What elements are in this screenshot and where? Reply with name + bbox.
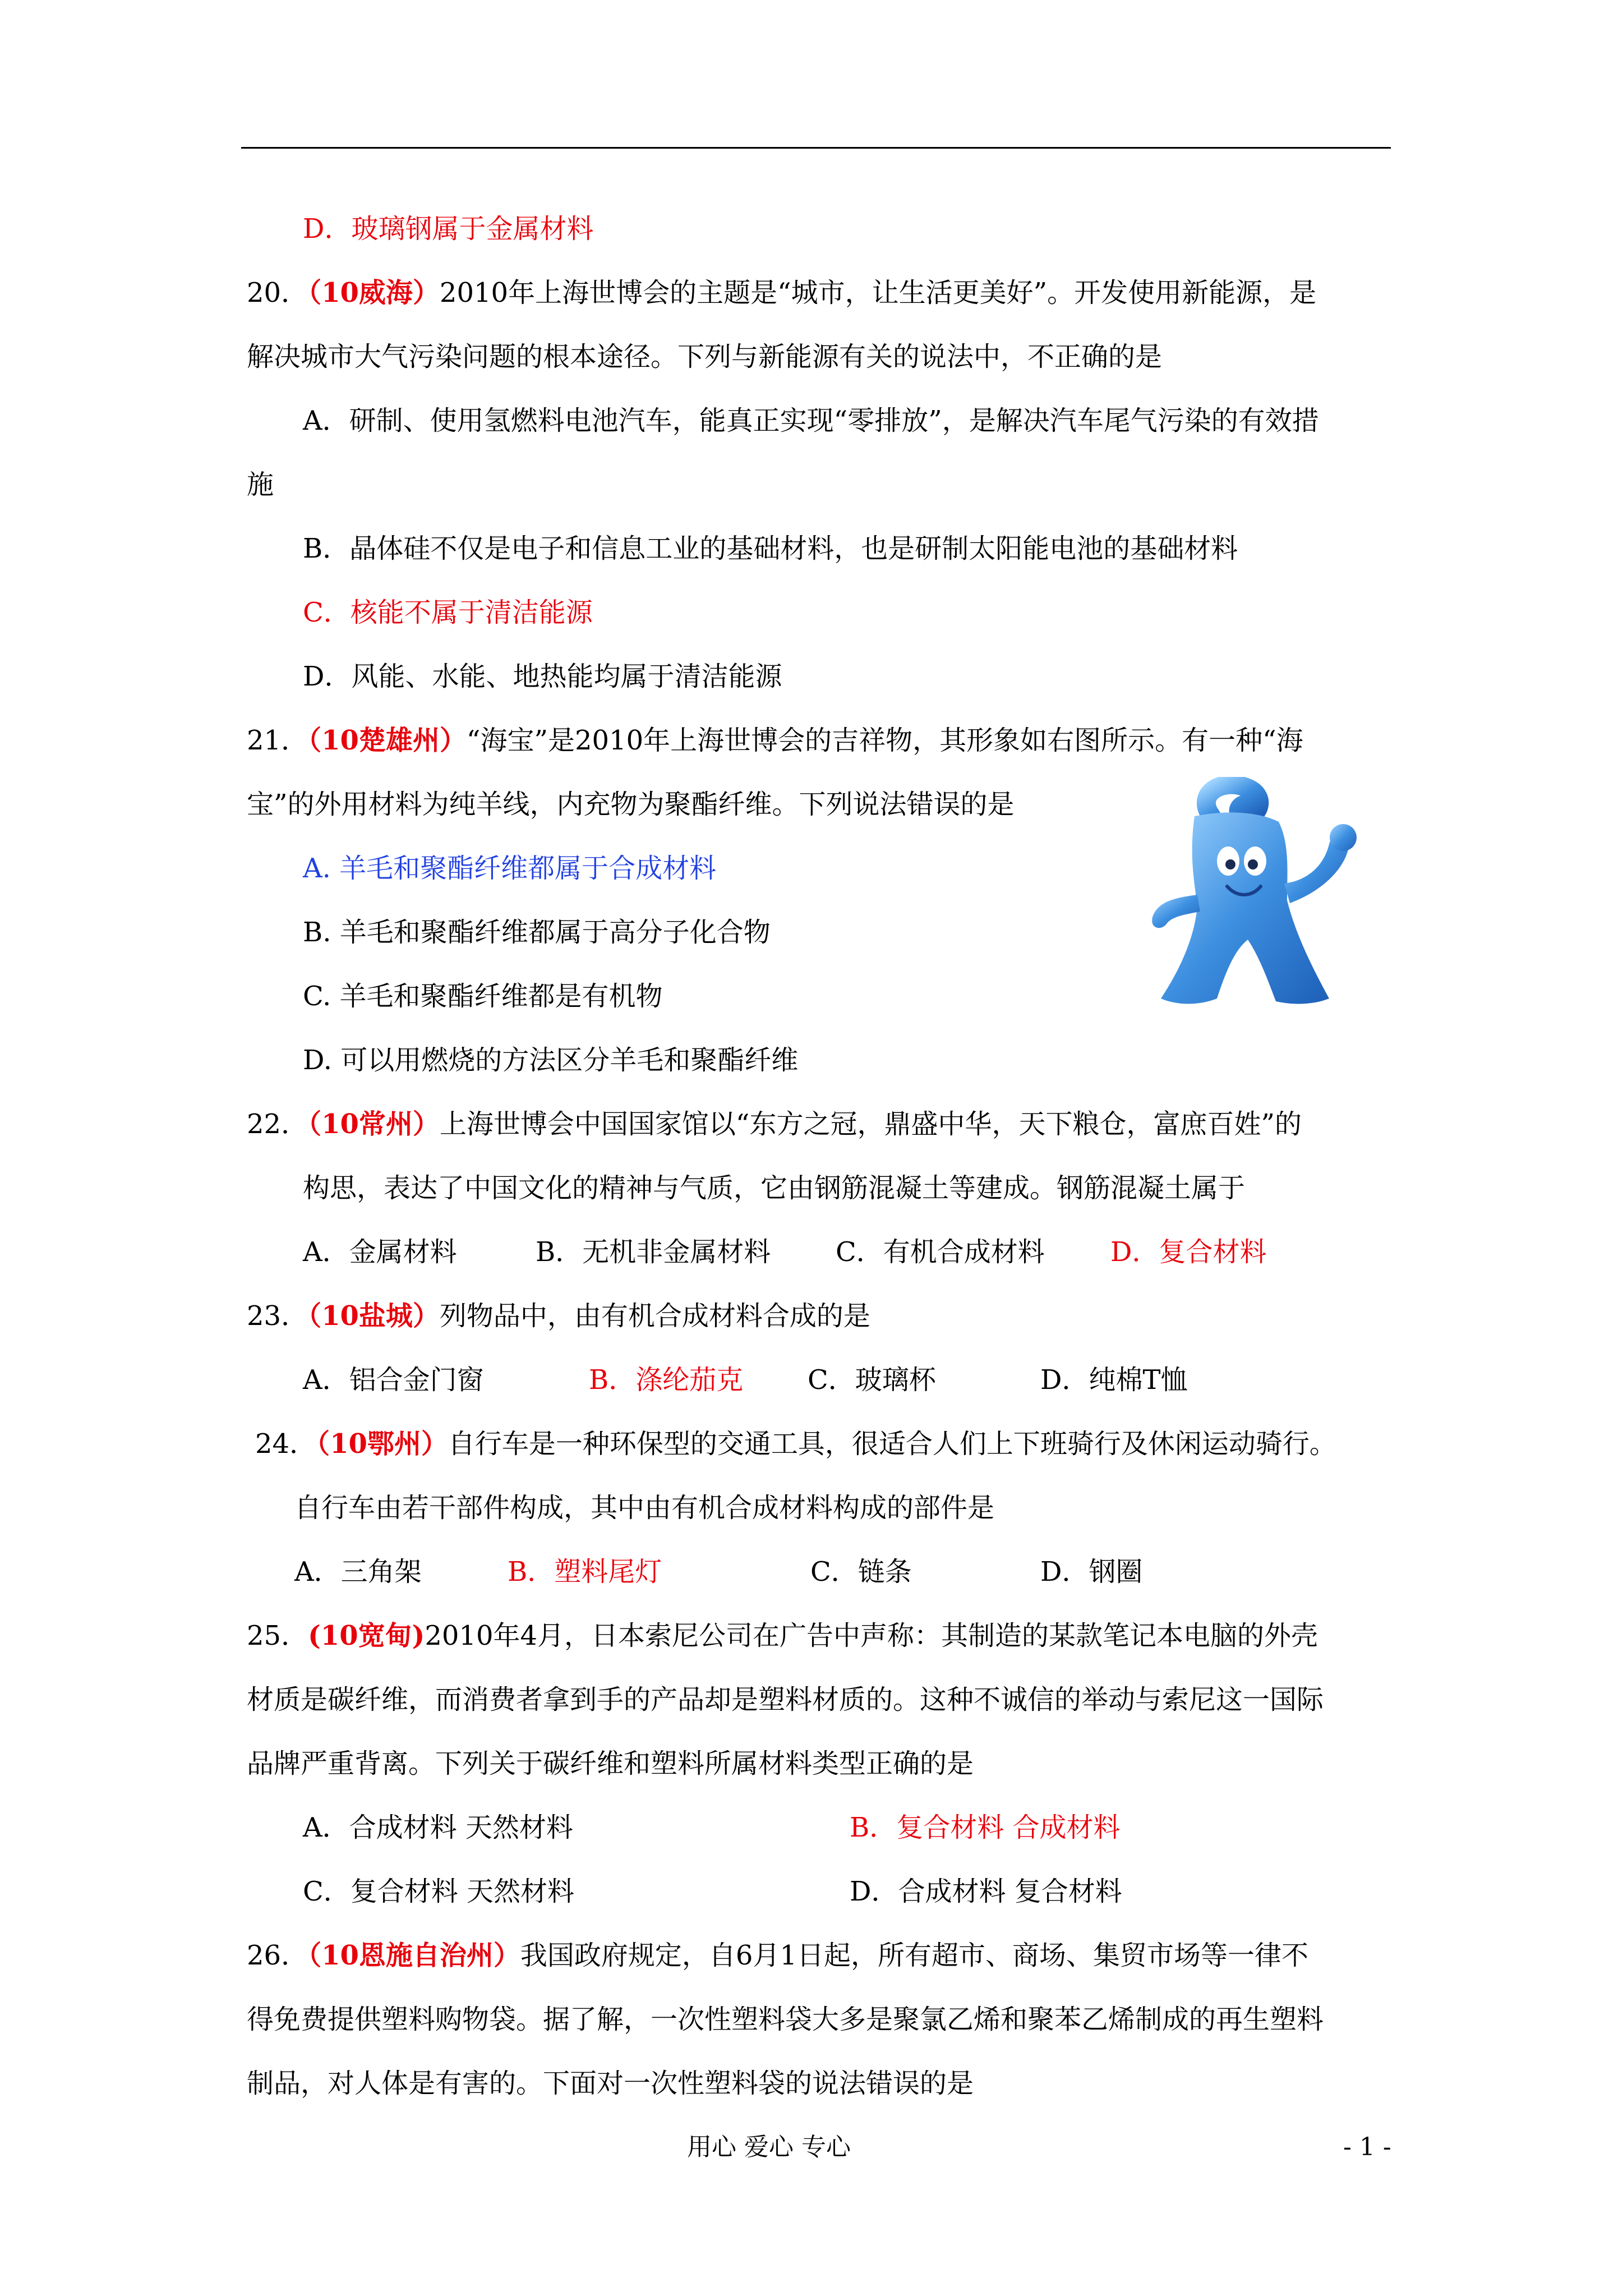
q22-number: 22． xyxy=(247,1108,308,1140)
q26-stem1: 我国政府规定，自6月1日起，所有超市、商场、集贸市场等一律不 xyxy=(520,1940,1308,1971)
haibao-mascot-icon xyxy=(1127,777,1368,1013)
q20-option-a-cont: 施 xyxy=(247,469,274,500)
q22-option-d: D．复合材料 xyxy=(1110,1236,1267,1268)
q22-stem-line2: 构思，表达了中国文化的精神与气质，它由钢筋混凝土等建成。钢筋混凝土属于 xyxy=(303,1172,1246,1204)
q25-number: 25． xyxy=(247,1620,308,1651)
q26-stem-line2: 得免费提供塑料购物袋。据了解，一次性塑料袋大多是聚氯乙烯和聚苯乙烯制成的再生塑料 xyxy=(247,2004,1324,2035)
q20-stem-line2: 解决城市大气污染问题的根本途径。下列与新能源有关的说法中，不正确的是 xyxy=(247,341,1163,372)
q20-source: （10威海） xyxy=(308,277,440,309)
q25-stem-line3: 品牌严重背离。下列关于碳纤维和塑料所属材料类型正确的是 xyxy=(247,1748,974,1779)
q25-option-c: C．复合材料 天然材料 xyxy=(303,1876,574,1907)
q25-stem-line2: 材质是碳纤维，而消费者拿到手的产品却是塑料材质的。这种不诚信的举动与索尼这一国际 xyxy=(247,1684,1324,1715)
q26-number: 26． xyxy=(247,1940,308,1971)
q20-option-a: A．研制、使用氢燃料电池汽车，能真正实现“零排放”，是解决汽车尾气污染的有效措 xyxy=(303,405,1319,436)
q24-source: （10鄂州） xyxy=(316,1428,448,1460)
q20-number: 20． xyxy=(247,277,308,309)
q22-source: （10常州） xyxy=(308,1108,440,1140)
q20-option-c: C．核能不属于清洁能源 xyxy=(303,597,593,628)
q21-stem-line2: 宝”的外用材料为纯羊线，内充物为聚酯纤维。下列说法错误的是 xyxy=(247,789,1015,820)
q23-option-c: C．玻璃杯 xyxy=(808,1364,936,1396)
q23-stem: 列物品中，由有机合成材料合成的是 xyxy=(439,1300,870,1332)
q21-stem1: “海宝”是2010年上海世博会的吉祥物，其形象如右图所示。有一种“海 xyxy=(466,725,1303,756)
q21-option-a: A. 羊毛和聚酯纤维都属于合成材料 xyxy=(303,853,717,884)
q25-option-a: A．合成材料 天然材料 xyxy=(303,1812,573,1843)
q21-stem-line1 xyxy=(247,724,1303,757)
q21-option-c: C. 羊毛和聚酯纤维都是有机物 xyxy=(303,981,663,1012)
header-rule xyxy=(241,147,1391,149)
q22-option-b: B．无机非金属材料 xyxy=(536,1236,771,1268)
q23-option-b: B．涤纶茄克 xyxy=(589,1364,744,1396)
q22-stem-line1 xyxy=(247,1107,1302,1141)
q24-stem-line2: 自行车由若干部件构成，其中由有机合成材料构成的部件是 xyxy=(294,1492,995,1524)
q24-option-c: C．链条 xyxy=(810,1556,912,1588)
q26-source: （10恩施自治州） xyxy=(308,1940,520,1971)
q23-source: （10盐城） xyxy=(308,1300,440,1332)
q21-option-b: B. 羊毛和聚酯纤维都属于高分子化合物 xyxy=(303,917,771,948)
q24-stem-line1 xyxy=(255,1427,1336,1461)
q22-option-c: C．有机合成材料 xyxy=(836,1236,1045,1268)
q24-stem1: 自行车是一种环保型的交通工具，很适合人们上下班骑行及休闲运动骑行。 xyxy=(448,1428,1336,1460)
q20-option-d: D．风能、水能、地热能均属于清洁能源 xyxy=(303,661,782,692)
q19-option-d: D．玻璃钢属于金属材料 xyxy=(303,213,594,245)
q22-stem1: 上海世博会中国国家馆以“东方之冠，鼎盛中华，天下粮仓，富庶百姓”的 xyxy=(439,1108,1302,1140)
q25-stem-line1 xyxy=(247,1619,1318,1653)
q23-stem-line1 xyxy=(247,1299,870,1333)
footer-slogan: 用心 爱心 专心 xyxy=(687,2133,851,2161)
q24-option-a: A．三角架 xyxy=(294,1556,422,1588)
q20-option-b: B．晶体硅不仅是电子和信息工业的基础材料，也是研制太阳能电池的基础材料 xyxy=(303,533,1238,564)
q22-option-a: A．金属材料 xyxy=(303,1236,457,1268)
q24-option-d: D．钢圈 xyxy=(1040,1556,1143,1588)
q20-stem-line1 xyxy=(247,276,1316,310)
q23-option-d: D．纯棉T恤 xyxy=(1040,1364,1188,1396)
q21-source: （10楚雄州） xyxy=(308,725,467,756)
q21-number: 21． xyxy=(247,725,308,756)
page-number: - 1 - xyxy=(1343,2133,1391,2161)
q26-stem-line3: 制品，对人体是有害的。下面对一次性塑料袋的说法错误的是 xyxy=(247,2068,974,2099)
q20-stem1: 2010年上海世博会的主题是“城市，让生活更美好”。开发使用新能源，是 xyxy=(439,277,1317,309)
q23-number: 23． xyxy=(247,1300,308,1332)
q21-option-d: D. 可以用燃烧的方法区分羊毛和聚酯纤维 xyxy=(303,1045,799,1076)
q25-option-b: B．复合材料 合成材料 xyxy=(850,1812,1121,1843)
q25-source: (10宽甸) xyxy=(308,1620,425,1651)
q26-stem-line1 xyxy=(247,1939,1308,1972)
q24-option-b: B．塑料尾灯 xyxy=(508,1556,662,1588)
q25-option-d: D．合成材料 复合材料 xyxy=(850,1876,1122,1907)
q23-option-a: A．铝合金门窗 xyxy=(303,1364,484,1396)
q25-stem1: 2010年4月，日本索尼公司在广告中声称：其制造的某款笔记本电脑的外壳 xyxy=(425,1620,1318,1651)
q24-number: 24． xyxy=(255,1428,317,1460)
